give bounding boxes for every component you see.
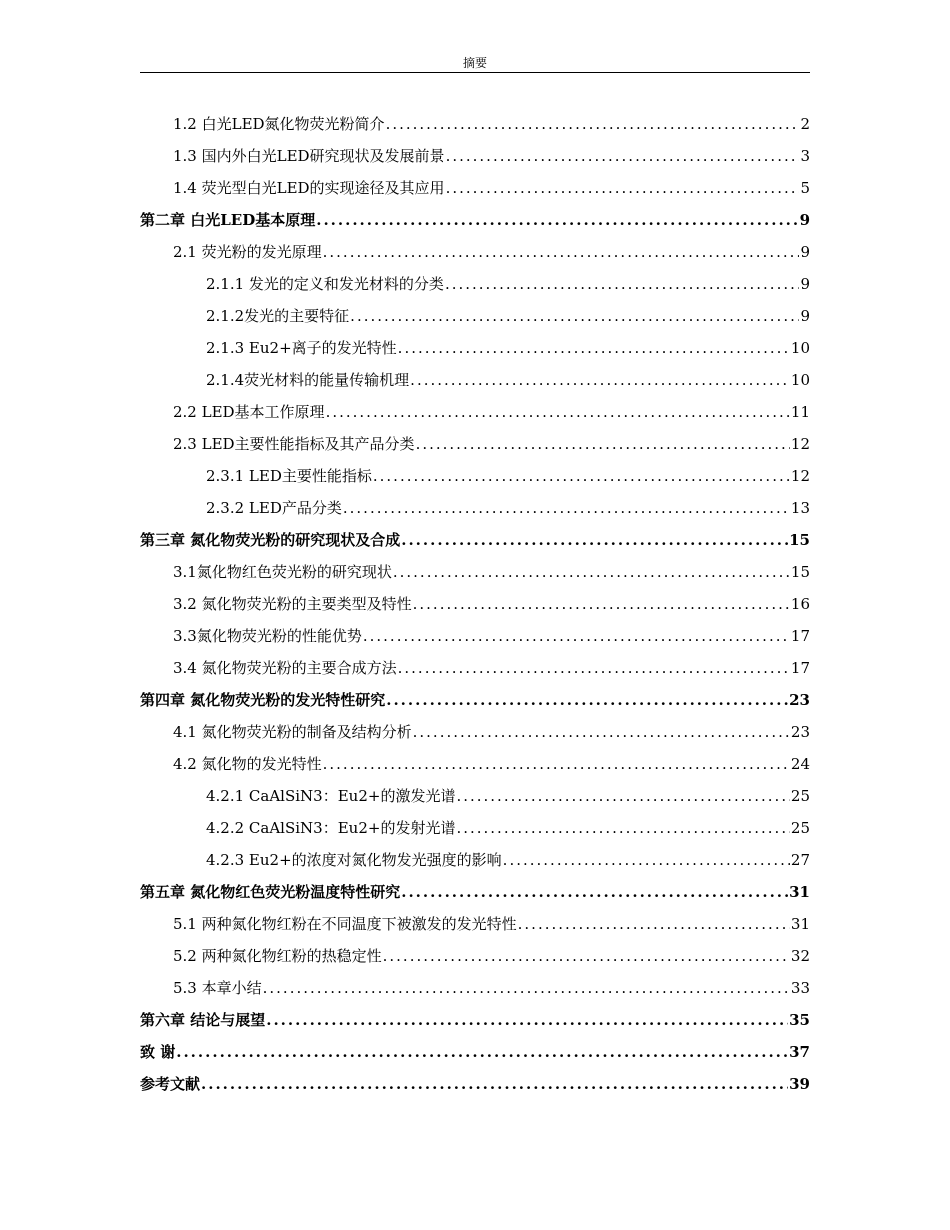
toc-dot-leader <box>266 1008 788 1032</box>
toc-entry[interactable] <box>140 688 810 720</box>
toc-entry-page-number: 10 <box>790 339 810 357</box>
toc-entry-title: 2.1.1 发光的定义和发光材料的分类 <box>206 275 444 293</box>
toc-entry-page-number: 33 <box>790 979 810 997</box>
toc-entry[interactable] <box>140 1008 810 1040</box>
toc-entry-title: 4.2.2 CaAlSiN3：Eu2+的发射光谱 <box>206 819 456 837</box>
toc-entry[interactable] <box>140 816 810 848</box>
toc-entry-title: 4.1 氮化物荧光粉的制备及结构分析 <box>173 723 412 741</box>
toc-dot-leader <box>456 784 789 808</box>
toc-dot-leader <box>386 112 800 136</box>
toc-entry-title: 2.2 LED基本工作原理 <box>173 403 325 421</box>
toc-entry-page-number: 2 <box>800 115 810 133</box>
toc-entry[interactable] <box>140 464 810 496</box>
toc-dot-leader <box>373 464 790 488</box>
toc-entry[interactable] <box>140 656 810 688</box>
toc-entry-page-number: 31 <box>790 915 810 933</box>
toc-entry-title: 第三章 氮化物荧光粉的研究现状及合成 <box>140 531 401 549</box>
toc-entry[interactable] <box>140 1072 810 1104</box>
toc-entry[interactable] <box>140 112 810 144</box>
toc-dot-leader <box>343 496 790 520</box>
toc-entry[interactable] <box>140 144 810 176</box>
toc-entry-page-number: 5 <box>800 179 810 197</box>
toc-dot-leader <box>446 144 800 168</box>
toc-entry-title: 4.2.1 CaAlSiN3：Eu2+的激发光谱 <box>206 787 456 805</box>
toc-entry-title: 4.2.3 Eu2+的浓度对氮化物发光强度的影响 <box>206 851 502 869</box>
toc-entry-title: 1.3 国内外白光LED研究现状及发展前景 <box>173 147 445 165</box>
toc-entry-page-number: 12 <box>790 435 810 453</box>
toc-entry-title: 第六章 结论与展望 <box>140 1011 266 1029</box>
toc-entry[interactable] <box>140 976 810 1008</box>
toc-entry-page-number: 9 <box>800 275 810 293</box>
toc-entry-title: 参考文献 <box>140 1075 201 1093</box>
table-of-contents <box>140 112 810 1104</box>
toc-entry-page-number: 25 <box>790 819 810 837</box>
toc-entry-page-number: 17 <box>790 659 810 677</box>
toc-entry-title: 2.1 荧光粉的发光原理 <box>173 243 322 261</box>
toc-dot-leader <box>323 752 790 776</box>
toc-entry-title: 2.1.4荧光材料的能量传输机理 <box>206 371 410 389</box>
toc-entry-title: 第二章 白光LED基本原理 <box>140 211 316 229</box>
toc-dot-leader <box>176 1040 788 1064</box>
toc-entry-title: 1.2 白光LED氮化物荧光粉简介 <box>173 115 385 133</box>
toc-entry[interactable] <box>140 592 810 624</box>
toc-entry-page-number: 37 <box>789 1043 810 1061</box>
toc-entry-title: 致 谢 <box>140 1043 176 1061</box>
toc-dot-leader <box>413 720 790 744</box>
toc-entry-page-number: 27 <box>790 851 810 869</box>
toc-entry[interactable] <box>140 240 810 272</box>
page-header-title: 摘要 <box>462 56 487 70</box>
toc-dot-leader <box>456 816 789 840</box>
toc-entry[interactable] <box>140 400 810 432</box>
toc-entry[interactable] <box>140 528 810 560</box>
toc-entry[interactable] <box>140 272 810 304</box>
toc-dot-leader <box>518 912 790 936</box>
toc-dot-leader <box>401 880 788 904</box>
toc-entry-page-number: 11 <box>790 403 810 421</box>
toc-entry-title: 2.1.3 Eu2+离子的发光特性 <box>206 339 397 357</box>
toc-entry-page-number: 15 <box>789 531 810 549</box>
toc-entry-title: 2.3.2 LED产品分类 <box>206 499 342 517</box>
toc-entry-title: 1.4 荧光型白光LED的实现途径及其应用 <box>173 179 445 197</box>
toc-entry[interactable] <box>140 624 810 656</box>
toc-dot-leader <box>326 400 790 424</box>
toc-dot-leader <box>398 336 790 360</box>
toc-entry-title: 5.1 两种氮化物红粉在不同温度下被激发的发光特性 <box>173 915 517 933</box>
toc-entry[interactable] <box>140 1040 810 1072</box>
toc-entry-title: 3.3氮化物荧光粉的性能优势 <box>173 627 362 645</box>
toc-entry[interactable] <box>140 496 810 528</box>
toc-entry-page-number: 25 <box>790 787 810 805</box>
toc-dot-leader <box>386 688 788 712</box>
toc-entry[interactable] <box>140 944 810 976</box>
toc-entry[interactable] <box>140 336 810 368</box>
toc-entry-title: 第五章 氮化物红色荧光粉温度特性研究 <box>140 883 401 901</box>
toc-dot-leader <box>398 656 790 680</box>
toc-entry-page-number: 32 <box>790 947 810 965</box>
toc-entry-page-number: 17 <box>790 627 810 645</box>
toc-dot-leader <box>316 208 798 232</box>
toc-entry-page-number: 13 <box>790 499 810 517</box>
toc-entry[interactable] <box>140 784 810 816</box>
toc-entry[interactable] <box>140 208 810 240</box>
toc-dot-leader <box>503 848 790 872</box>
toc-entry[interactable] <box>140 912 810 944</box>
toc-entry-title: 2.1.2发光的主要特征 <box>206 307 350 325</box>
toc-entry[interactable] <box>140 368 810 400</box>
toc-dot-leader <box>416 432 790 456</box>
toc-entry-title: 3.4 氮化物荧光粉的主要合成方法 <box>173 659 397 677</box>
toc-entry-title: 第四章 氮化物荧光粉的发光特性研究 <box>140 691 386 709</box>
header-rule <box>140 72 810 73</box>
toc-dot-leader <box>383 944 790 968</box>
toc-entry-page-number: 16 <box>790 595 810 613</box>
toc-entry-title: 5.3 本章小结 <box>173 979 262 997</box>
toc-dot-leader <box>401 528 788 552</box>
toc-dot-leader <box>445 272 800 296</box>
toc-entry-title: 5.2 两种氮化物红粉的热稳定性 <box>173 947 382 965</box>
toc-entry-title: 2.3 LED主要性能指标及其产品分类 <box>173 435 415 453</box>
toc-entry[interactable] <box>140 176 810 208</box>
toc-dot-leader <box>446 176 800 200</box>
toc-entry-page-number: 23 <box>790 723 810 741</box>
toc-entry-page-number: 9 <box>800 243 810 261</box>
toc-entry-page-number: 35 <box>789 1011 810 1029</box>
toc-dot-leader <box>201 1072 788 1096</box>
toc-entry[interactable] <box>140 752 810 784</box>
toc-entry-title: 3.1氮化物红色荧光粉的研究现状 <box>173 563 392 581</box>
toc-entry-page-number: 24 <box>790 755 810 773</box>
toc-dot-leader <box>263 976 790 1000</box>
toc-entry-page-number: 31 <box>789 883 810 901</box>
toc-entry-page-number: 12 <box>790 467 810 485</box>
toc-entry[interactable] <box>140 880 810 912</box>
toc-dot-leader <box>323 240 800 264</box>
toc-dot-leader <box>363 624 790 648</box>
toc-dot-leader <box>413 592 790 616</box>
toc-entry-page-number: 9 <box>799 211 810 229</box>
toc-entry-page-number: 15 <box>790 563 810 581</box>
toc-entry-page-number: 3 <box>800 147 810 165</box>
toc-entry-page-number: 10 <box>790 371 810 389</box>
toc-dot-leader <box>410 368 790 392</box>
toc-entry[interactable] <box>140 720 810 752</box>
toc-entry-title: 4.2 氮化物的发光特性 <box>173 755 322 773</box>
toc-entry-title: 3.2 氮化物荧光粉的主要类型及特性 <box>173 595 412 613</box>
toc-entry-page-number: 39 <box>789 1075 810 1093</box>
toc-dot-leader <box>393 560 790 584</box>
toc-entry-title: 2.3.1 LED主要性能指标 <box>206 467 372 485</box>
toc-entry[interactable] <box>140 432 810 464</box>
toc-entry[interactable] <box>140 304 810 336</box>
toc-entry-page-number: 23 <box>789 691 810 709</box>
toc-dot-leader <box>350 304 799 328</box>
toc-entry-page-number: 9 <box>800 307 810 325</box>
toc-entry[interactable] <box>140 560 810 592</box>
toc-entry[interactable] <box>140 848 810 880</box>
